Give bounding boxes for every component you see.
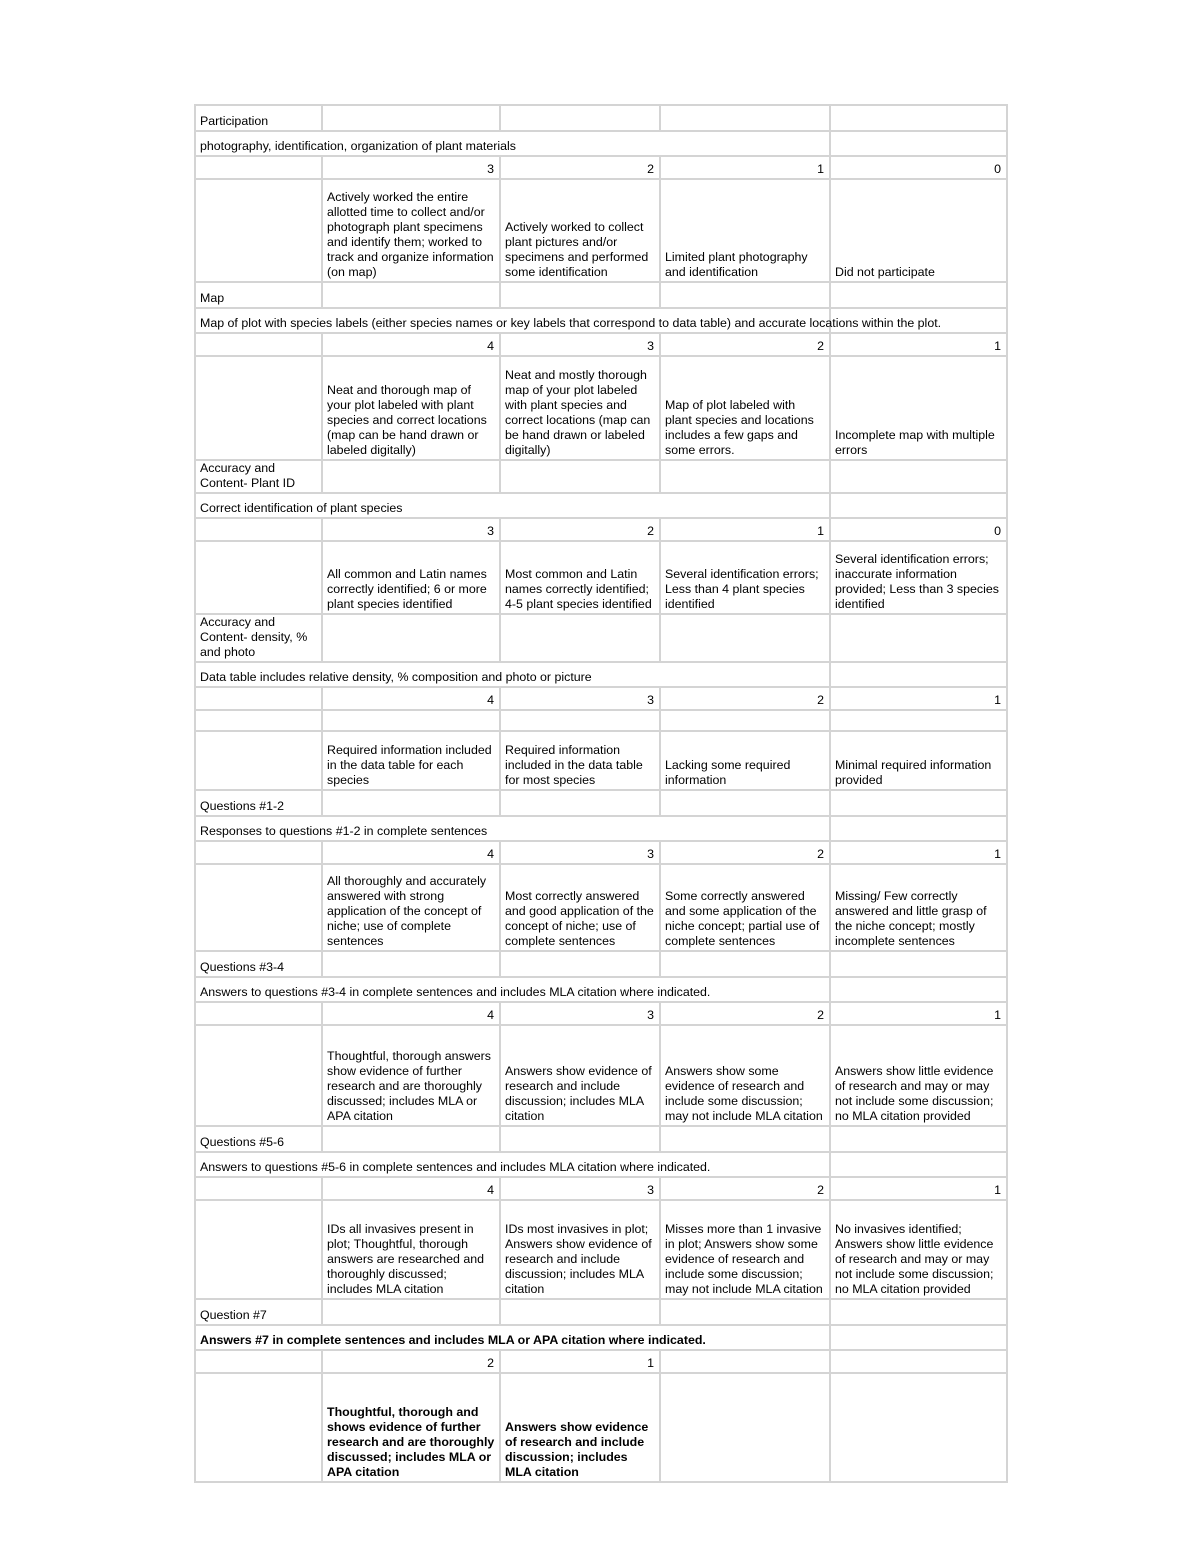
section-description-row [195,816,1007,841]
section-title-row [195,105,1007,131]
score-value: 3 [322,156,500,179]
score-value: 3 [500,333,660,356]
criteria-text: Did not participate [830,179,1007,282]
section-title-row [195,1126,1007,1152]
empty-cell [195,841,322,864]
section-description: photography, identification, organization of plant materials [195,131,830,156]
criteria-text: Most correctly answered and good application of the concept of niche; use of complete sentences [500,864,660,951]
section-description-row [195,308,1007,333]
criteria-text: Incomplete map with multiple errors [830,356,1007,460]
section-title: Participation [195,105,322,131]
score-row [195,156,1007,179]
score-row [195,518,1007,541]
empty-cell [500,1126,660,1152]
section-description-row [195,1152,1007,1177]
criteria-text: Missing/ Few correctly answered and little grasp of the niche concept; mostly incomplete sentences [830,864,1007,951]
section-description: Answers to questions #3-4 in complete sentences and includes MLA citation where indicated. [195,977,830,1002]
empty-cell [830,790,1007,816]
section-title-row [195,614,1007,662]
empty-cell [830,131,1007,156]
score-value: 2 [500,156,660,179]
empty-cell [660,282,830,308]
empty-cell [660,710,830,731]
section-title: Accuracy and Content- Plant ID [195,460,322,493]
criteria-text: IDs most invasives in plot; Answers show evidence of research and include discussion; includes MLA citation [500,1200,660,1299]
empty-cell [500,460,660,493]
empty-cell [195,1350,322,1373]
score-value [660,1350,830,1373]
criteria-text: Actively worked to collect plant pictures and/or specimens and performed some identification [500,179,660,282]
empty-cell [830,614,1007,662]
empty-cell [500,951,660,977]
section-title-row [195,460,1007,493]
criteria-row [195,1025,1007,1126]
criteria-text: Answers show some evidence of research and include some discussion; may not include MLA citation [660,1025,830,1126]
criteria-text: Actively worked the entire allotted time to collect and/or photograph plant specimens and identify them; worked to track and organize information (on map) [322,179,500,282]
section-description: Responses to questions #1-2 in complete sentences [195,816,830,841]
empty-cell [830,105,1007,131]
criteria-row [195,1373,1007,1482]
score-row [195,1002,1007,1025]
score-row [195,687,1007,710]
criteria-text: Thoughtful, thorough answers show evidence of further research and are thoroughly discussed; includes MLA or APA citation [322,1025,500,1126]
rubric-body [195,105,1007,1482]
score-value: 1 [830,841,1007,864]
score-value: 3 [500,1002,660,1025]
score-value: 3 [322,518,500,541]
empty-cell [660,790,830,816]
criteria-text: Map of plot labeled with plant species and locations includes a few gaps and some errors. [660,356,830,460]
criteria-text: IDs all invasives present in plot; Thoughtful, thorough answers are researched and thoroughly discussed; includes MLA citation [322,1200,500,1299]
section-title-row [195,282,1007,308]
score-value: 2 [660,1177,830,1200]
empty-cell [322,710,500,731]
score-value: 2 [660,1002,830,1025]
empty-cell [830,1152,1007,1177]
empty-cell [195,541,322,614]
criteria-text: Neat and mostly thorough map of your plot labeled with plant species and correct locations (map can be hand drawn or labeled digitally) [500,356,660,460]
score-value: 4 [322,1177,500,1200]
criteria-row [195,541,1007,614]
section-description: Data table includes relative density, % composition and photo or picture [195,662,830,687]
criteria-text: Misses more than 1 invasive in plot; Answers show some evidence of research and include some discussion; may not include MLA citation [660,1200,830,1299]
empty-cell [195,156,322,179]
spacer-row [195,710,1007,731]
criteria-text: Lacking some required information [660,731,830,790]
section-title: Questions #1-2 [195,790,322,816]
empty-cell [322,951,500,977]
empty-cell [660,614,830,662]
criteria-text: All common and Latin names correctly identified; 6 or more plant species identified [322,541,500,614]
empty-cell [195,710,322,731]
empty-cell [830,1126,1007,1152]
section-description: Map of plot with species labels (either species names or key labels that correspond to data table) and accurate locations within the plot. [195,308,830,333]
empty-cell [195,1200,322,1299]
section-title-row [195,1299,1007,1325]
empty-cell [660,460,830,493]
empty-cell [660,1126,830,1152]
empty-cell [660,951,830,977]
empty-cell [500,710,660,731]
empty-cell [195,518,322,541]
section-description-row [195,1325,1007,1350]
score-value: 3 [500,1177,660,1200]
empty-cell [322,282,500,308]
criteria-row [195,864,1007,951]
criteria-text: Answers show little evidence of research and may or may not include some discussion; no MLA citation provided [830,1025,1007,1126]
score-value: 0 [830,156,1007,179]
criteria-row [195,1200,1007,1299]
criteria-text: All thoroughly and accurately answered with strong application of the concept of niche; use of complete sentences [322,864,500,951]
empty-cell [830,951,1007,977]
empty-cell [830,282,1007,308]
section-description-row [195,977,1007,1002]
empty-cell [322,1126,500,1152]
score-value: 1 [660,156,830,179]
section-description: Correct identification of plant species [195,493,830,518]
criteria-text [660,1373,830,1482]
criteria-row [195,179,1007,282]
score-value: 4 [322,687,500,710]
criteria-text: Thoughtful, thorough and shows evidence of further research and are thoroughly discussed; includes MLA or APA citation [322,1373,500,1482]
score-value [830,1350,1007,1373]
empty-cell [500,790,660,816]
empty-cell [322,105,500,131]
criteria-text [830,1373,1007,1482]
criteria-text: Minimal required information provided [830,731,1007,790]
empty-cell [500,282,660,308]
score-value: 2 [500,518,660,541]
section-title: Questions #5-6 [195,1126,322,1152]
empty-cell [660,1299,830,1325]
criteria-text: Required information included in the data table for each species [322,731,500,790]
section-title: Map [195,282,322,308]
criteria-text: Required information included in the data table for most species [500,731,660,790]
empty-cell [195,356,322,460]
section-title-row [195,951,1007,977]
empty-cell [830,460,1007,493]
empty-cell [500,105,660,131]
empty-cell [830,1299,1007,1325]
criteria-text: Some correctly answered and some application of the niche concept; partial use of complete sentences [660,864,830,951]
criteria-row [195,731,1007,790]
score-value: 4 [322,1002,500,1025]
score-value: 2 [322,1350,500,1373]
criteria-text: Neat and thorough map of your plot labeled with plant species and correct locations (map can be hand drawn or labeled digitally) [322,356,500,460]
section-description-row [195,662,1007,687]
empty-cell [195,1373,322,1482]
score-value: 1 [830,1177,1007,1200]
empty-cell [322,790,500,816]
score-row [195,841,1007,864]
criteria-text: Answers show evidence of research and include discussion; includes MLA citation [500,1025,660,1126]
score-row [195,1177,1007,1200]
empty-cell [195,1025,322,1126]
empty-cell [195,864,322,951]
rubric-table [194,104,1008,1483]
score-row [195,1350,1007,1373]
empty-cell [500,614,660,662]
section-description: Answers #7 in complete sentences and includes MLA or APA citation where indicated. [195,1325,830,1350]
criteria-text: Several identification errors; inaccurate information provided; Less than 3 species identified [830,541,1007,614]
score-value: 3 [500,841,660,864]
empty-cell [830,493,1007,518]
section-description: Answers to questions #5-6 in complete sentences and includes MLA citation where indicated. [195,1152,830,1177]
empty-cell [195,731,322,790]
empty-cell [830,662,1007,687]
empty-cell [500,1299,660,1325]
empty-cell [195,1002,322,1025]
score-value: 1 [660,518,830,541]
score-value: 2 [660,687,830,710]
empty-cell [322,1299,500,1325]
score-value: 1 [830,1002,1007,1025]
section-description-row [195,131,1007,156]
empty-cell [195,687,322,710]
empty-cell [195,179,322,282]
score-value: 3 [500,687,660,710]
empty-cell [830,710,1007,731]
empty-cell [195,1177,322,1200]
empty-cell [830,816,1007,841]
score-value: 0 [830,518,1007,541]
criteria-row [195,356,1007,460]
score-value: 1 [500,1350,660,1373]
section-title: Questions #3-4 [195,951,322,977]
empty-cell [660,105,830,131]
criteria-text: No invasives identified; Answers show little evidence of research and may or may not include some discussion; no MLA citation provided [830,1200,1007,1299]
score-value: 4 [322,841,500,864]
empty-cell [830,1325,1007,1350]
criteria-text: Several identification errors; Less than 4 plant species identified [660,541,830,614]
section-title: Question #7 [195,1299,322,1325]
criteria-text: Limited plant photography and identification [660,179,830,282]
score-value: 2 [660,333,830,356]
empty-cell [195,333,322,356]
section-title: Accuracy and Content- density, % and photo [195,614,322,662]
criteria-text: Most common and Latin names correctly identified; 4-5 plant species identified [500,541,660,614]
score-value: 1 [830,333,1007,356]
score-row [195,333,1007,356]
score-value: 4 [322,333,500,356]
section-title-row [195,790,1007,816]
section-description-row [195,493,1007,518]
score-value: 1 [830,687,1007,710]
empty-cell [322,460,500,493]
score-value: 2 [660,841,830,864]
empty-cell [322,614,500,662]
criteria-text: Answers show evidence of research and include discussion; includes MLA citation [500,1373,660,1482]
empty-cell [830,977,1007,1002]
